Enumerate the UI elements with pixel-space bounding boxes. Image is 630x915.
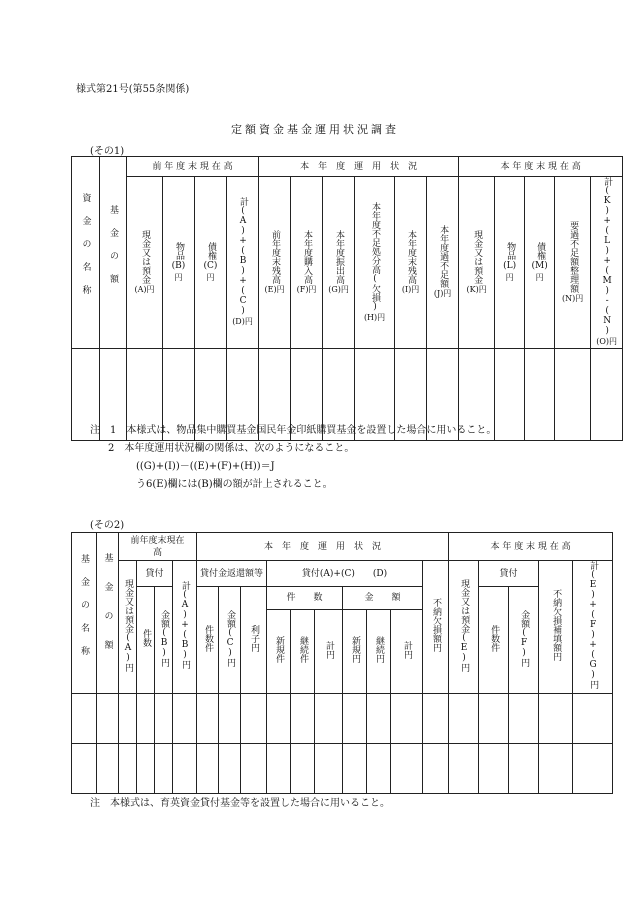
p2-loan-count: 件数 (137, 587, 155, 694)
p2-end-cash: 現金又は預金(E)円 (449, 561, 479, 694)
p1-col-total-d: 計 (A)+(B)+(C) (D)円 (227, 177, 259, 349)
p2-fund-amount-header: 基金の額 (97, 533, 119, 694)
p1-col-issue: 本年度振出高 (G)円 (323, 177, 355, 349)
p2-end-year-group: 本 年 度 末 現 在 高 (449, 533, 613, 561)
form-number: 様式第21号(第55条関係) (76, 84, 190, 95)
p2-cont-count: 継続件 (291, 610, 315, 694)
p2-fund-name-header: 基金の名称 (72, 533, 97, 694)
p2-loan-ac-header: 貸付(A)+(C) (D) (267, 561, 423, 587)
p2-new-amount: 新規円 (343, 610, 367, 694)
p1-col-end-balance: 本年度末残高 (I)円 (395, 177, 427, 349)
p2-repay-header: 貸付金返還額等 (197, 561, 267, 587)
part2-notes: 注 本様式は、育英資金貸付基金等を設置した場合に用いること。 (90, 798, 390, 809)
p2-count-header: 件 数 (267, 587, 343, 610)
p1-col-total-o: 計 (K)+(L)+(M)-(N) (O)円 (591, 177, 623, 349)
p1-col-loss: 本年度不足処分高(欠損) (H)円 (355, 177, 395, 349)
p2-sum-count: 計円 (315, 610, 343, 694)
part1-notes: 注 1 本様式は、物品集中購買基金国民年金印紙購買基金を設置した場合に用いること。 2 本年度運用状況欄の関係は、次のようになること。 ((G)+(I))－((E)+(F)+(H))＝J う6(E)欄には(B)欄の額が計上されること。 (90, 425, 497, 490)
part2-table (71, 532, 613, 794)
p2-repay-count: 件数件 (197, 587, 219, 694)
part1-label: (その1) (90, 146, 125, 157)
p1-col-claims: 債権 (C) 円 (195, 177, 227, 349)
p1-col-end-goods: 物品 (L) 円 (495, 177, 525, 349)
p2-cash-a: 現金又は預金(A)円 (119, 561, 137, 694)
part2-label: (その2) (90, 520, 125, 531)
p2-loan-amount: 金額(B)円 (155, 587, 173, 694)
current-year-group: 本 年 度 運 用 状 況 (259, 157, 459, 177)
fund-name-header: 資金の名称 (72, 157, 100, 349)
p2-end-unpaid: 不納欠損補填額円 (539, 561, 573, 694)
p2-end-total: 計(E)+(F)+(G)円 (573, 561, 613, 694)
fund-amount-header: 基金の額 (100, 157, 127, 349)
p1-col-goods: 物品 (B) 円 (163, 177, 195, 349)
p2-cont-amount: 継続円 (367, 610, 391, 694)
table-row (72, 694, 613, 744)
p1-col-end-cash: 現金又は預金 (K)円 (459, 177, 495, 349)
p2-end-count: 件数件 (479, 587, 509, 694)
p2-repay-amount: 金額(C)円 (219, 587, 241, 694)
p1-col-excess: 本年度過不足額 (J)円 (427, 177, 459, 349)
p1-col-prev-balance: 前年度末残高 (E)円 (259, 177, 291, 349)
prev-year-group: 前 年 度 末 現 在 高 (127, 157, 259, 177)
table-row (72, 744, 613, 794)
p2-end-loan-header: 貸付 (479, 561, 539, 587)
p2-repay-interest: 利子円 (241, 587, 267, 694)
p2-unpaid-loss: 不納欠損額円 (423, 561, 449, 694)
p2-loan-header: 貸付 (137, 561, 173, 587)
p2-prev-total: 計(A)+(B)円 (173, 561, 197, 694)
end-year-group: 本 年 度 末 現 在 高 (459, 157, 623, 177)
p1-col-adjust: 要過不足額整理額 (N)円 (555, 177, 591, 349)
p2-sum-amount: 計円 (391, 610, 423, 694)
p1-col-end-claims: 債権 (M) 円 (525, 177, 555, 349)
document-title: 定額資金基金運用状況調査 (231, 123, 399, 136)
p2-amount-header: 金 額 (343, 587, 423, 610)
part1-table (71, 156, 623, 441)
p2-end-amount: 金額(F)円 (509, 587, 539, 694)
p2-current-year-group: 本 年 度 運 用 状 況 (197, 533, 449, 561)
p1-col-cash: 現金又は預金 (A)円 (127, 177, 163, 349)
p1-col-purchase: 本年度購入高 (F)円 (291, 177, 323, 349)
p2-new-count: 新規件 (267, 610, 291, 694)
p2-prev-year-group: 前年度末現在 高 (119, 533, 197, 561)
